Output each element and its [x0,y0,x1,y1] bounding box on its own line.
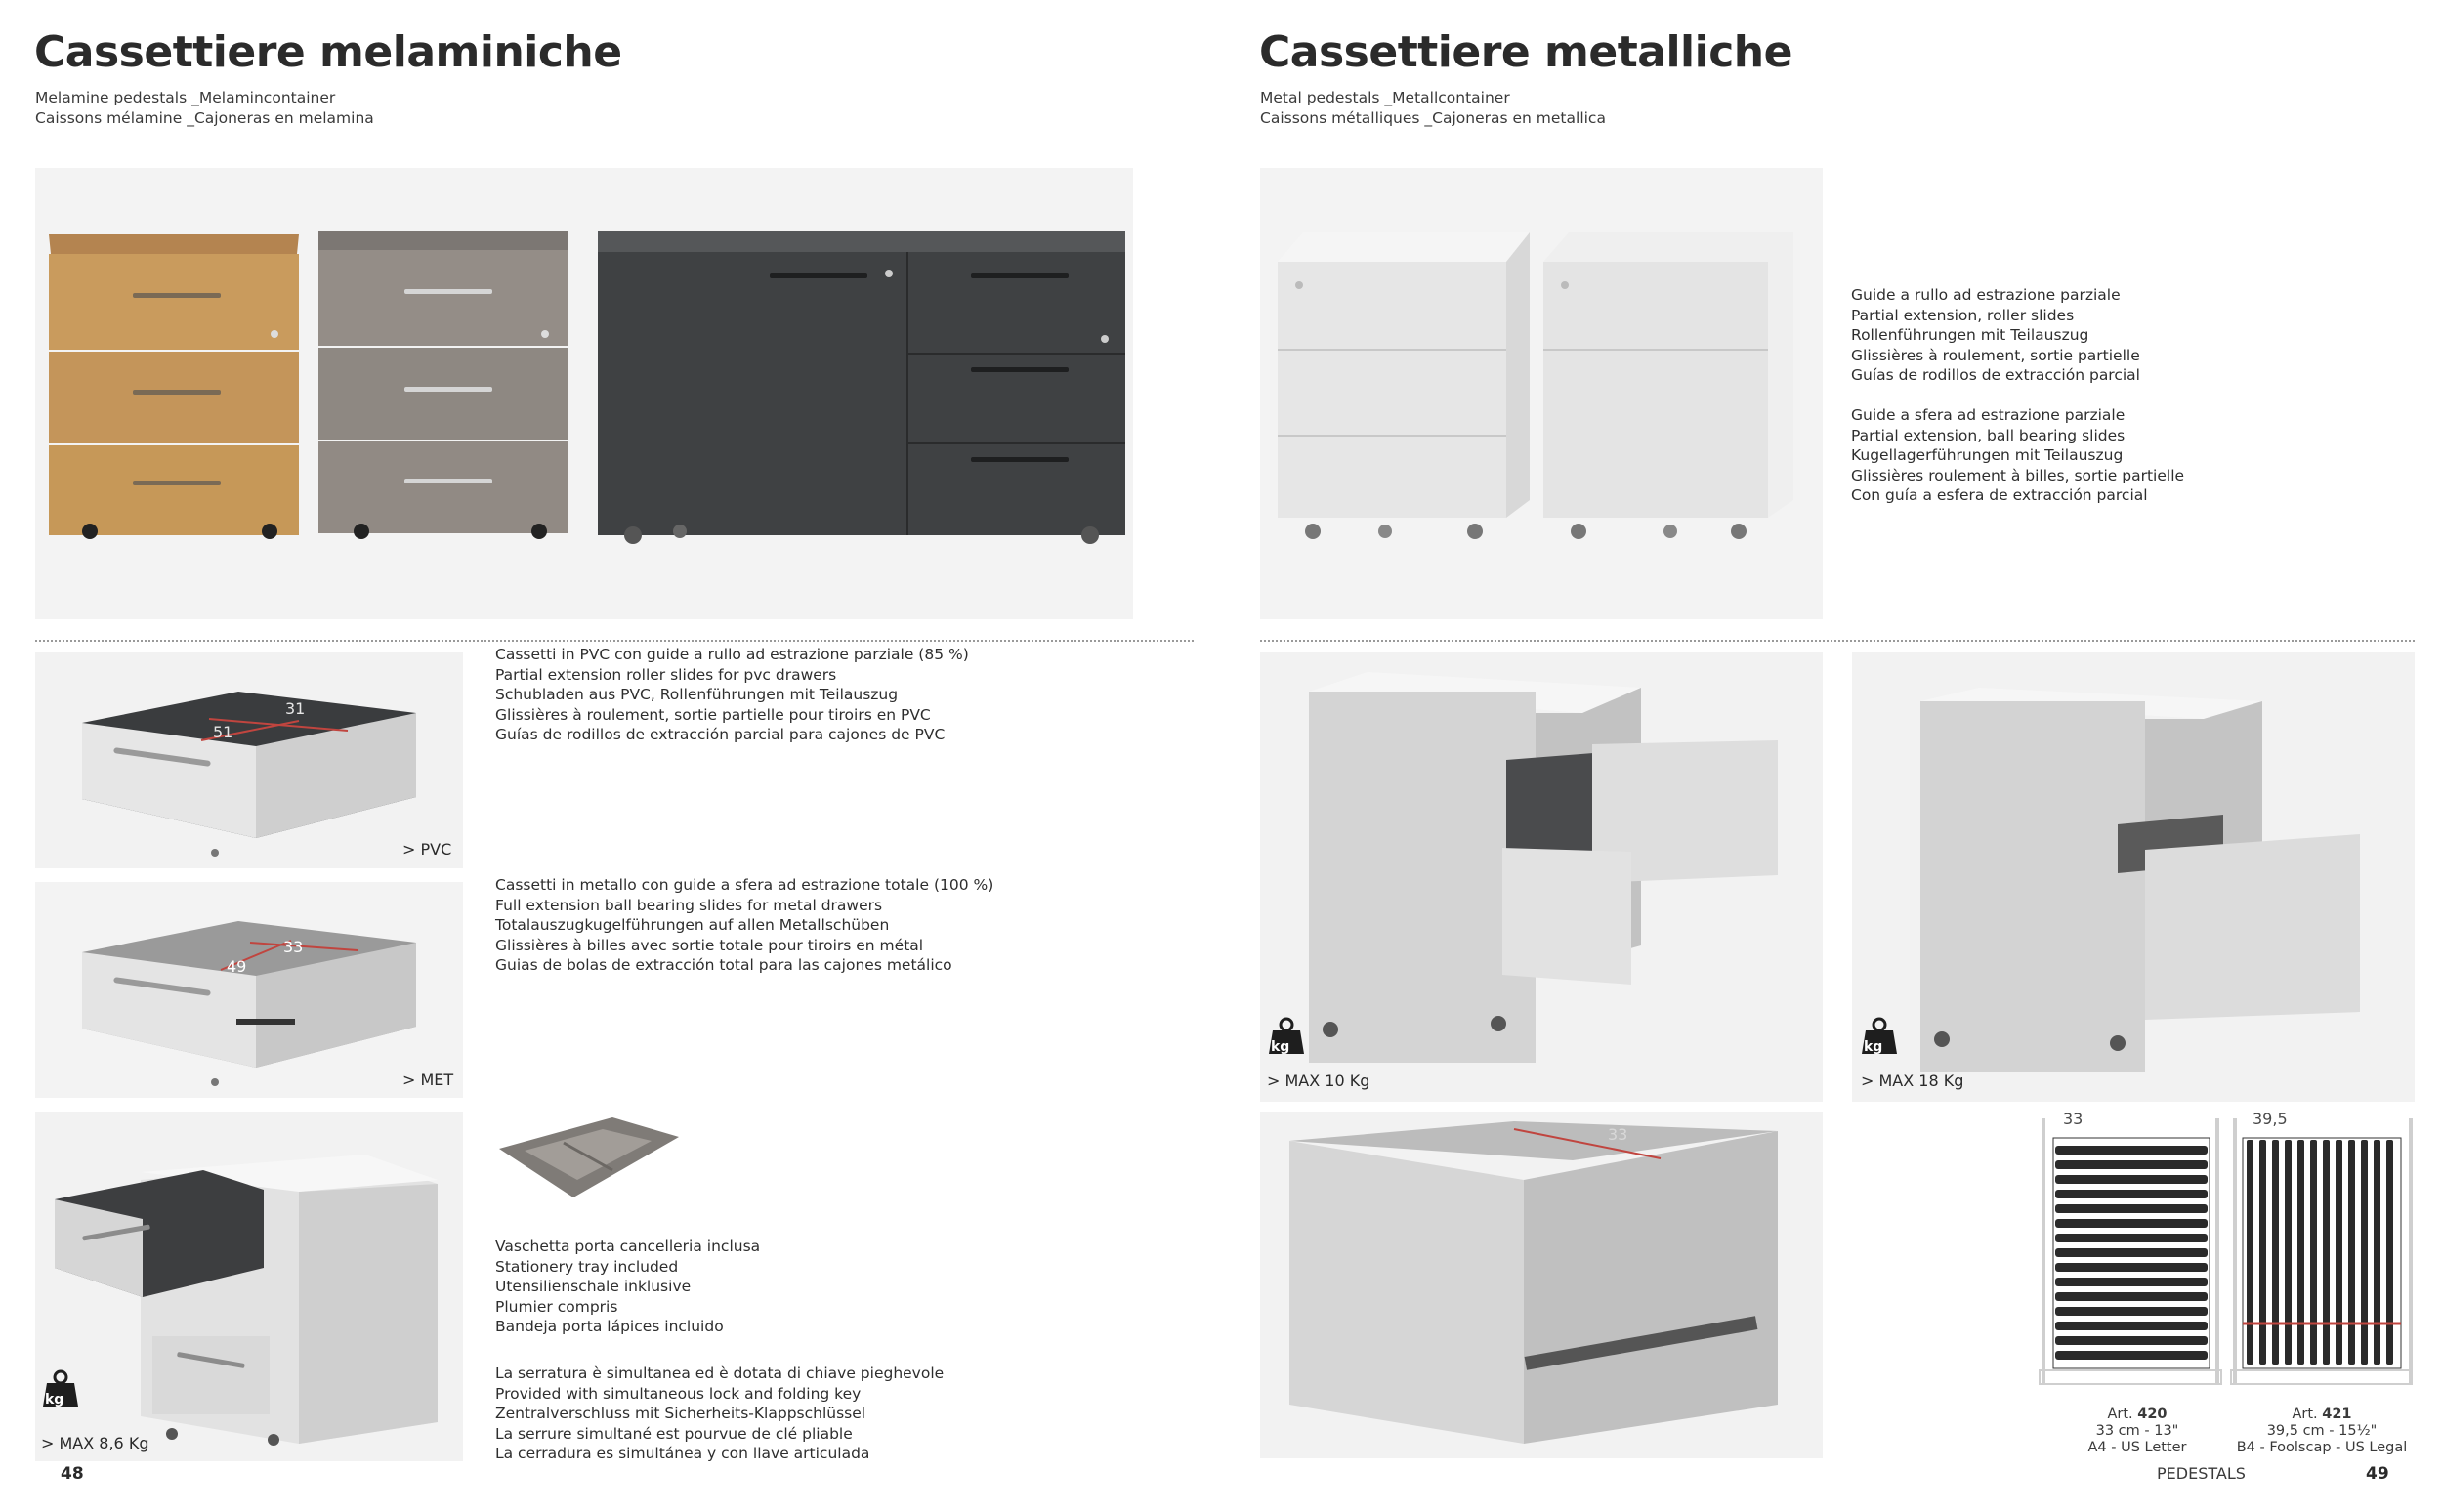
left-page-number: 48 [61,1464,84,1484]
ball-slides-description: Guide a sfera ad estrazione parziale Partial extension, ball bearing slides Kugellagerführungen mit Teilauszug Glissières roulement à billes, sortie partielle Con guía a esfera de extracción parcial [1851,406,2185,504]
pvc-description: Cassetti in PVC con guide a rullo ad estrazione parziale (85 %) Partial extension roller slides for pvc drawers Schubladen aus PVC, Rollenführungen mit Teilauszug Glissières à roulement, sortie partielle pour tiroirs en PVC Guías de rodillos de extracción parcial para cajones de PVC [495,646,969,743]
kg-label-10: kg [1271,1039,1290,1055]
kg-label-18: kg [1864,1039,1883,1055]
max-18-tag: > MAX 18 Kg [1861,1071,1964,1090]
art-420-width: 33 [2063,1110,2084,1128]
met-dim-33: 33 [283,938,304,956]
melamine-pedestals-photo [35,168,1133,619]
met-drawer-photo [35,882,463,1098]
section-label: PEDESTALS [2157,1464,2246,1483]
pvc-dim-31: 31 [285,699,306,718]
right-subtitle [1260,88,1606,129]
max-8-6-tag: > MAX 8,6 Kg [41,1434,149,1452]
pvc-dim-51: 51 [213,723,233,741]
tray-description: Vaschetta porta cancelleria inclusa Stationery tray included Utensilienschale inklusive Plumier compris Bandeja porta lápices incluido [495,1238,761,1335]
max-10-tag: > MAX 10 Kg [1267,1071,1370,1090]
left-subtitle [35,88,374,129]
pvc-drawer-photo [35,652,463,868]
filing-dim-33: 33 [1608,1125,1628,1144]
art-420-caption: Art. 420 33 cm - 13" A4 - US Letter [2087,1407,2187,1455]
art-421-caption: Art. 421 39,5 cm - 15½" B4 - Foolscap - US Legal [2236,1407,2408,1455]
metal-pedestal-filing-photo [1852,652,2415,1102]
stationery-tray-photo [495,1110,683,1203]
left-subtitle-line-2: Caissons mélamine _Cajoneras en melamina [35,109,374,127]
lock-description: La serratura è simultanea ed è dotata di chiave pieghevole Provided with simultaneous lock and folding key Zentralverschluss mit Sicherheits-Klappschlüssel La serrure simultané est pourvue de clé pliable La cerradura es simultánea y con llave articulada [495,1365,945,1462]
pedestal-open-drawer-photo [35,1112,463,1461]
left-page-title: Cassettiere melaminiche [34,27,622,77]
art-420-diagram [1846,1107,2413,1400]
right-subtitle-line-2: Caissons métalliques _Cajoneras en metallica [1260,109,1606,127]
kg-label: kg [45,1392,64,1407]
left-subtitle-line-1: Melamine pedestals _Melamincontainer [35,89,336,106]
metal-pedestal-roller-photo [1260,652,1823,1102]
right-dotted-divider [1260,640,2415,642]
met-dim-49: 49 [227,957,247,976]
met-tag: > MET [402,1071,454,1089]
metal-pedestals-photo [1260,168,1823,619]
roller-slides-description: Guide a rullo ad estrazione parziale Partial extension, roller slides Rollenführungen mit Teilauszug Glissières à roulement, sortie partielle Guías de rodillos de extracción parcial [1851,286,2140,384]
met-description: Cassetti in metallo con guide a sfera ad estrazione totale (100 %) Full extension ball bearing slides for metal drawers Totalauszugkugelführungen auf allen Metallschüben Glissières à billes avec sortie totale pour tiroirs en métal Guias de bolas de extracción total para las cajones metálico [495,876,994,974]
right-page-number: 49 [2366,1464,2389,1484]
pvc-tag: > PVC [402,840,452,859]
right-subtitle-line-1: Metal pedestals _Metallcontainer [1260,89,1510,106]
left-dotted-divider [35,640,1194,642]
hanging-file-diagrams [1846,1107,2413,1458]
right-page-title: Cassettiere metalliche [1259,27,1792,77]
art-421-width: 39,5 [2253,1110,2288,1128]
filing-drawer-photo [1260,1112,1823,1458]
